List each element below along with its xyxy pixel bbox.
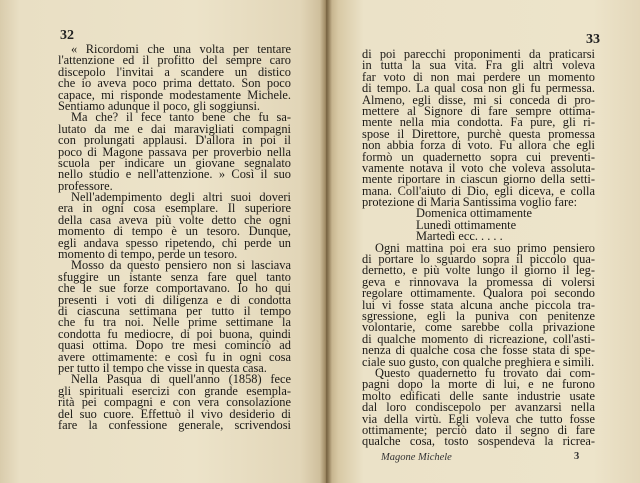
text-line: geva e rinnovava la promessa di volersi	[362, 274, 595, 289]
text-line: lutato da me e dai maravigliati compagni	[58, 121, 291, 136]
text-line: presenti i voti di diligenza e di condotta	[58, 292, 291, 307]
signature-mark: 3	[574, 451, 580, 462]
text-line: capace, mi risponde modestamente Michele.	[58, 87, 291, 102]
text-line: sgressione, egli la puniva con penitenze	[362, 308, 595, 323]
text-line: del suo cuore. Effettuò il vivo desiderio di	[58, 406, 291, 421]
text-line: vamente notava il voto che voleva assoluta-	[362, 160, 595, 175]
text-line: che le sue forze comportavano. Io ho qui	[58, 281, 291, 296]
text-line: via della virtù. Egli voleva che tutto fosse	[362, 411, 595, 426]
text-line: qualche cosa, tosto sospendeva la ricrea-	[362, 434, 595, 449]
text-line: ciale suo gusto, con qualche preghiera e simili.	[362, 354, 595, 369]
text-line: nenza di qualche cosa che fosse stata di spe-	[362, 343, 595, 358]
verse-line: Lunedì ottimamente	[416, 217, 517, 232]
text-line: ottimamente; perciò dato il segno di fare	[362, 422, 595, 437]
text-line: Ogni mattina poi era suo primo pensiero	[375, 240, 595, 255]
text-line: protezione di Maria Santissima voglio fare:	[362, 195, 578, 210]
text-line: regolare ottimamente. Qualora poi secondo	[362, 286, 595, 301]
text-line: gli spirituali esercizi con grande esempla-	[58, 383, 291, 398]
text-line: che io aveva poco prima dettato. Son poco	[58, 76, 291, 91]
text-line: far voto di non mai perdere un momento	[362, 69, 595, 84]
text-line: di tempo. La qual cosa non gli fu permessa.	[362, 81, 595, 96]
text-line: per tutto il tempo che visse in questa casa.	[58, 360, 267, 375]
text-line: che fu tra noi. Nelle prime settimane la	[58, 315, 291, 330]
text-line: momento di tempo, perde un tesoro.	[58, 247, 238, 262]
text-line: Almeno, egli disse, mi si conceda di pro-	[362, 92, 595, 107]
text-line: poco di Magone passava per proverbio nella	[58, 144, 291, 159]
verse-line: Martedì ecc. . . . .	[416, 229, 503, 244]
text-line: « Ricordomi che una volta per tentare	[71, 42, 291, 56]
text-line: mente nella mia condotta. Fa pure, gli ri-	[362, 115, 595, 130]
text-line: lui vi fosse stata alcuna anche piccola tra-	[362, 297, 595, 312]
text-line: volontarie, come sarebbe colla privazione	[362, 320, 595, 335]
text-line: mettere al Signore di fare sempre ottima-	[362, 103, 595, 118]
text-line: non abbia forza di voto. Fu allora che egli	[362, 138, 595, 153]
text-line: di portare lo sguardo sopra il piccolo qua-	[362, 252, 595, 267]
right-page-text	[362, 49, 595, 448]
text-line: rità pei compagni e con vera consolazione	[58, 395, 291, 410]
text-line: condotta fu mediocre, di poi buona, quindi	[58, 326, 291, 341]
text-line: l'attenzione ed il profitto del sempre caro	[58, 53, 291, 68]
footer-title: Magone Michele	[381, 452, 452, 463]
text-line: Questo quadernetto fu trovato dai com-	[375, 365, 595, 380]
text-line: professore.	[58, 178, 113, 193]
text-line: pagni dopo la morte di lui, e ne furono	[362, 377, 595, 392]
text-line: era in ogni cosa esemplare. Il superiore	[58, 201, 291, 216]
text-line: formò un quadernetto sopra cui preventi-	[362, 149, 595, 164]
text-line: egli andava spesso ripetendo, chi perde un	[58, 235, 291, 250]
page-number: 32	[60, 28, 74, 43]
page-number: 33	[586, 32, 600, 47]
text-line: fare la confessione generale, scrivendosi	[58, 417, 291, 432]
text-line: spose il Direttore, purchè questa promessa	[362, 126, 595, 141]
text-line: Sentiamo adunque il poco, gli soggiunsi.	[58, 98, 261, 113]
text-line: Ma che? il fece tanto bene che fu sa-	[71, 110, 291, 125]
text-line: sfuggire un istante senza fare quel tanto	[58, 269, 291, 284]
text-line: in tutta la sua vita. Fra gli altri voleva	[362, 58, 595, 73]
text-line: mana. Coll'aiuto di Dio, egli diceva, e colla	[362, 183, 595, 198]
left-page-text	[58, 44, 291, 431]
text-line: quasi ottima. Dopo tre mesi cominciò ad	[58, 338, 291, 353]
text-line: dal loro condiscepolo per avanzarsi nella	[362, 400, 595, 415]
text-line: di poi parecchi proponimenti da praticarsi	[362, 47, 595, 61]
text-line: Nell'adempimento degli altri suoi doveri	[71, 190, 291, 205]
text-line: Nella Pasqua di quell'anno (1858) fece	[71, 372, 291, 387]
text-line: mente riportare in ciascun giorno della setti-	[362, 172, 595, 187]
text-line: di ciascuna settimana per tutto il tempo	[58, 303, 291, 318]
text-line: con prolungati applausi. D'allora in poi il	[58, 133, 291, 148]
text-line: molto edificati delle sante industrie usate	[362, 388, 595, 403]
text-line: momento di tempo è un tesoro. Dunque,	[58, 224, 291, 239]
text-line: scuola per indicare un giovane segnalato	[58, 155, 291, 170]
right-page	[326, 0, 640, 483]
text-line: discepolo l'invitai a scandere un distico	[58, 64, 291, 79]
text-line: nello studio e nell'attenzione. » Così il suo	[58, 167, 291, 182]
text-line: della casa aveva più volte detto che ogni	[58, 212, 291, 227]
text-line: Mosso da questo pensiero non si lasciava	[71, 258, 291, 273]
text-line: avere ottimamente: e così fu in ogni cosa	[58, 349, 291, 364]
text-line: dernetto, e più volte lungo il giorno il leg-	[362, 263, 595, 278]
book-gutter	[320, 0, 332, 483]
verse-line: Domenica ottimamente	[416, 206, 532, 221]
text-line: di qualche momento di ricreazione, coll'asti-	[362, 331, 595, 346]
